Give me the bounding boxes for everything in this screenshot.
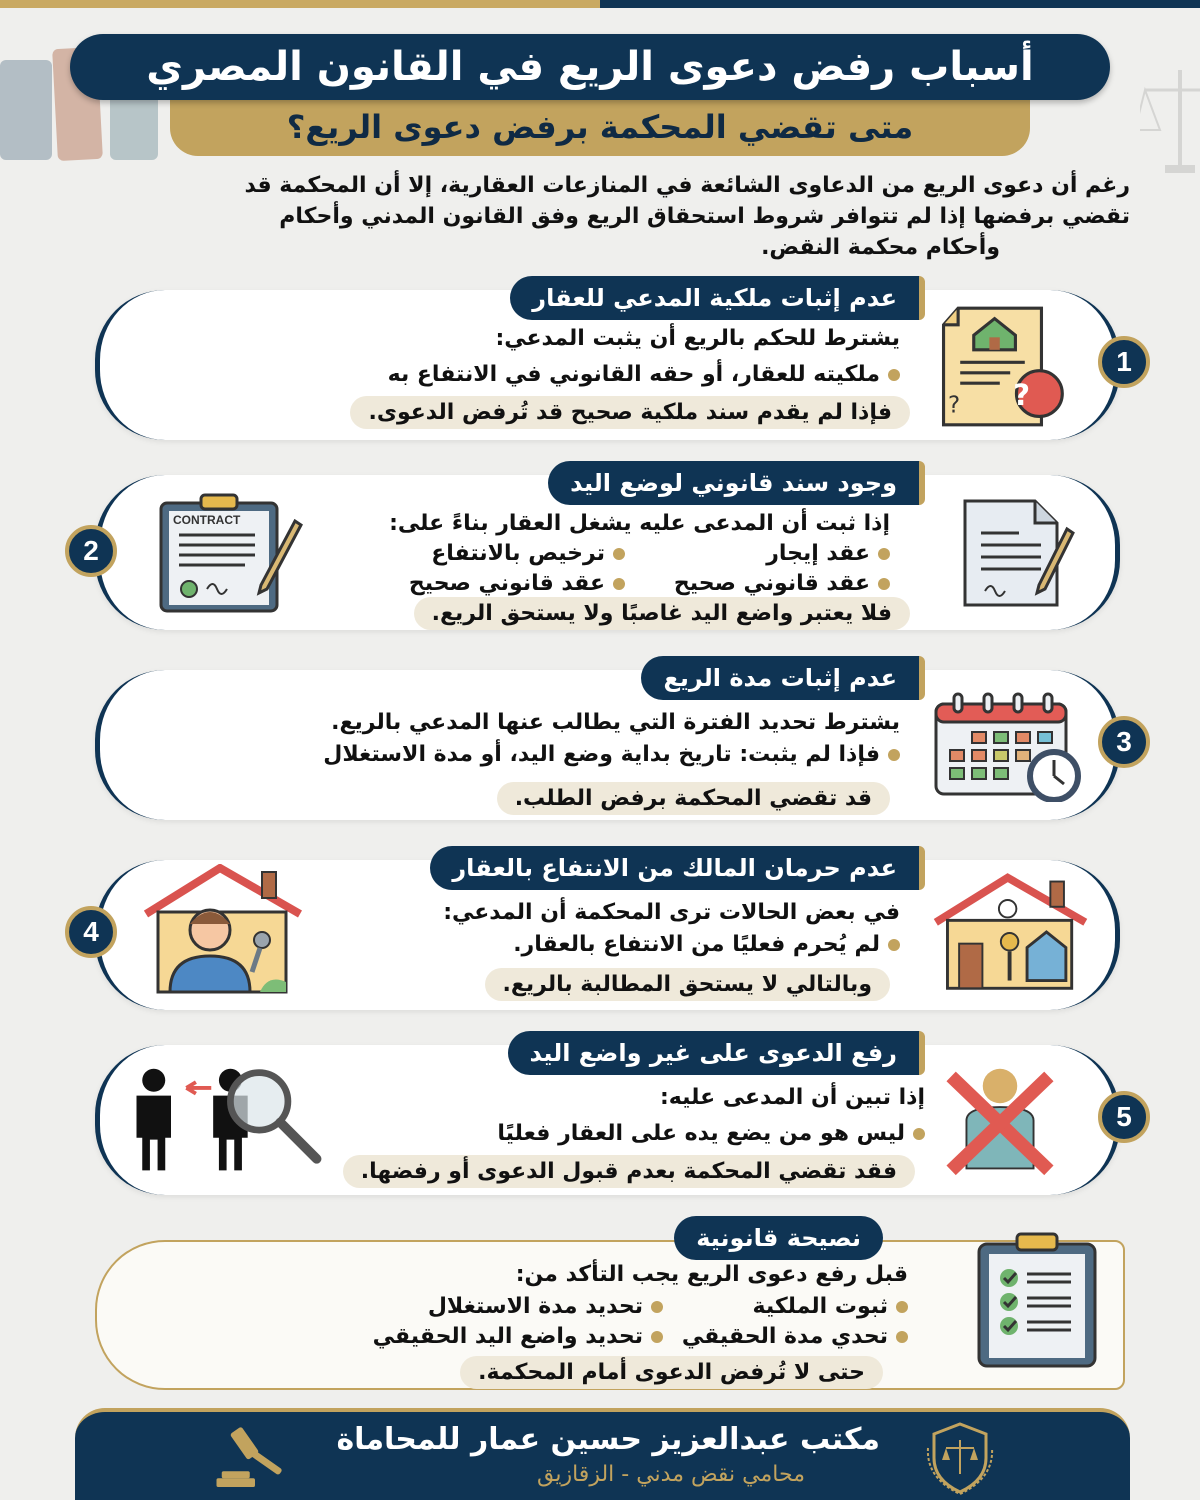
section-heading: عدم إثبات مدة الريع — [641, 656, 925, 700]
section-card-4 — [83, 854, 1120, 1010]
tip-heading: نصيحة قانونية — [674, 1216, 883, 1260]
section-lead: إذا تبين أن المدعى عليه: — [659, 1085, 925, 1110]
law-shield-logo-icon — [920, 1418, 1000, 1498]
page-title: أسباب رفض دعوى الريع في القانون المصري — [70, 34, 1110, 100]
section-heading: عدم إثبات ملكية المدعي للعقار — [510, 276, 925, 320]
signed-document-icon — [945, 497, 1085, 607]
page-subtitle: متى تقضي المحكمة برفض دعوى الريع؟ — [170, 98, 1030, 156]
section-heading: عدم حرمان المالك من الانتفاع بالعقار — [430, 846, 925, 890]
section-bullet: ملكيته للعقار، أو حقه القانوني في الانتفاع به — [388, 362, 900, 387]
man-in-house-icon — [140, 864, 310, 994]
section-conclusion: فلا يعتبر واضع اليد غاصبًا ولا يستحق الريع. — [414, 597, 910, 630]
section-conclusion: فإذا لم يقدم سند ملكية صحيح قد تُرفض الدعوى. — [350, 396, 910, 429]
section-bullet: ترخيص بالانتفاع — [431, 541, 625, 566]
top-bar-navy — [600, 0, 1200, 8]
intro-line: تقضي برفضها إذا لم تتوافر شروط استحقاق الريع وفق القانون المدني وأحكام — [279, 204, 1130, 229]
section-lead: يشترط تحديد الفترة التي يطالب عنها المدعي بالريع. — [331, 710, 900, 735]
tip-conclusion: حتى لا تُرفض الدعوى أمام المحكمة. — [460, 1356, 883, 1389]
svg-text:?: ? — [1013, 378, 1030, 413]
office-tagline: محامي نقض مدني - الزقازيق — [537, 1462, 805, 1487]
section-card-3 — [95, 664, 1132, 820]
section-card-5 — [95, 1039, 1132, 1195]
scales-of-justice-decoration-icon — [1140, 60, 1200, 180]
section-number-badge: 5 — [1098, 1091, 1150, 1143]
section-lead: في بعض الحالات ترى المحكمة أن المدعي: — [443, 900, 900, 925]
intro-line: وأحكام محكمة النقض. — [761, 235, 1000, 260]
svg-text:?: ? — [948, 392, 961, 419]
contract-label: CONTRACT — [173, 513, 241, 527]
footer-banner — [75, 1408, 1130, 1500]
tip-bullet: تحديد واضع اليد الحقيقي — [373, 1324, 663, 1349]
tip-bullet: تحدي مدة الحقيقي — [682, 1324, 908, 1349]
section-card-2 — [83, 469, 1120, 630]
intro-line: رغم أن دعوى الريع من الدعاوى الشائعة في المنازعات العقارية، إلا أن المحكمة قد — [244, 173, 1130, 198]
gavel-icon — [200, 1424, 310, 1494]
section-number-badge: 2 — [65, 525, 117, 577]
section-number-badge: 4 — [65, 906, 117, 958]
house-key-icon — [930, 872, 1095, 992]
person-magnifier-icon — [120, 1063, 360, 1178]
property-document-question-icon — [935, 304, 1075, 429]
section-lead: يشترط للحكم بالريع أن يثبت المدعي: — [495, 326, 900, 351]
top-bar-gold — [0, 0, 600, 8]
contract-clipboard-icon — [155, 491, 305, 613]
section-conclusion: وبالتالي لا يستحق المطالبة بالريع. — [485, 968, 891, 1001]
tip-bullet: ثبوت الملكية — [753, 1294, 908, 1319]
top-accent-bar — [0, 0, 1200, 8]
tip-bullet: تحديد مدة الاستغلال — [428, 1294, 663, 1319]
checklist-clipboard-icon — [973, 1230, 1103, 1370]
tip-lead: قبل رفع دعوى الريع يجب التأكد من: — [515, 1262, 908, 1287]
section-bullet: فإذا لم يثبت: تاريخ بداية وضع اليد، أو مدة الاستغلال — [323, 742, 900, 767]
person-crossed-icon — [935, 1063, 1065, 1178]
section-conclusion: قد تقضي المحكمة برفض الطلب. — [497, 782, 890, 815]
section-lead: إذا ثبت أن المدعى عليه يشغل العقار بناءً على: — [389, 511, 890, 536]
section-bullet: لم يُحرم فعليًا من الانتفاع بالعقار. — [513, 932, 900, 957]
intro-paragraph — [70, 170, 1130, 263]
section-heading: رفع الدعوى على غير واضع اليد — [508, 1031, 925, 1075]
section-number-badge: 3 — [1098, 716, 1150, 768]
section-card-1 — [95, 284, 1132, 440]
section-bullet: ليس هو من يضع يده على العقار فعليًا — [497, 1121, 925, 1146]
section-number-badge: 1 — [1098, 336, 1150, 388]
section-bullet: عقد قانوني صحيح — [674, 571, 890, 596]
office-name: مكتب عبدالعزيز حسين عمار للمحاماة — [336, 1422, 880, 1457]
section-bullet: عقد قانوني صحيح — [409, 571, 625, 596]
section-heading: وجود سند قانوني لوضع اليد — [548, 461, 925, 505]
legal-tip-card — [95, 1224, 1125, 1390]
section-bullet: عقد إيجار — [766, 541, 890, 566]
section-conclusion: فقد تقضي المحكمة بعدم قبول الدعوى أو رفضها. — [343, 1155, 915, 1188]
calendar-clock-icon — [930, 692, 1090, 802]
